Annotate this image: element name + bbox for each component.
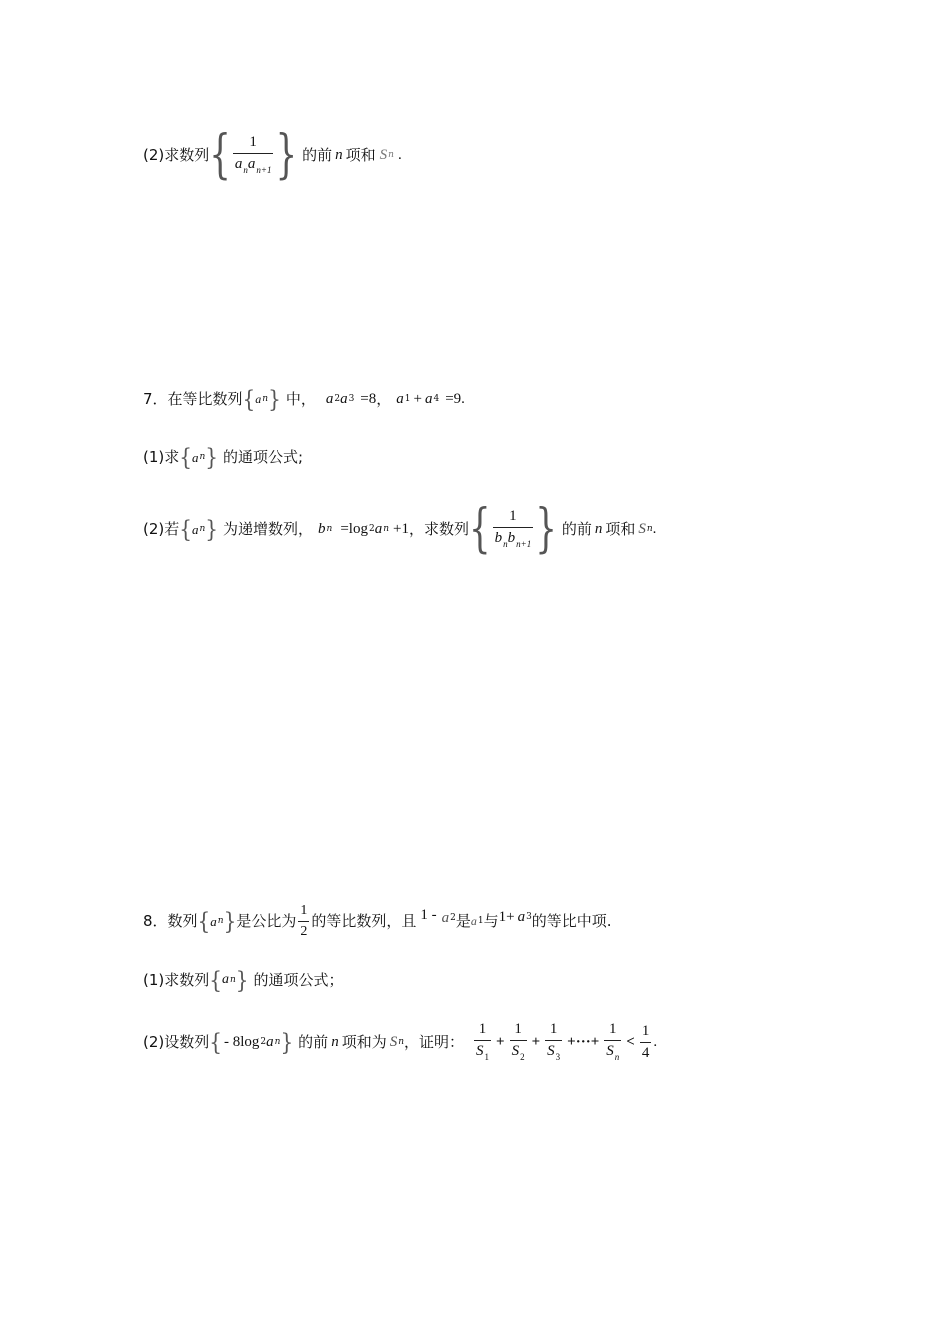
period: . — [397, 146, 402, 163]
seq-a: a — [191, 521, 199, 537]
seq-a: a — [255, 392, 262, 406]
eq2-b-sub: 4 — [433, 393, 440, 404]
fraction-numerator: 1 — [509, 508, 517, 524]
left-brace: { — [209, 1028, 222, 1056]
seq-sub: n — [199, 451, 206, 462]
expr-one-minus: 1 - — [420, 906, 437, 923]
expr1-a: a — [441, 909, 450, 926]
inner-a: a — [266, 1033, 274, 1050]
text-zhong: 中， — [285, 389, 316, 408]
eq1-rhs: =8 — [360, 390, 377, 407]
seq-sub: n — [229, 974, 236, 985]
term-den: $S_3$ — [545, 1040, 562, 1062]
left-brace: { — [209, 124, 231, 186]
term-num: 1 — [514, 1021, 522, 1037]
fraction-numerator: 1 — [249, 134, 257, 150]
text-find-seq: ，求数列 — [408, 519, 469, 538]
eq2-a-sub: 1 — [404, 393, 411, 404]
plus-sign: + — [413, 390, 422, 407]
expr-one-plus: 1+ — [498, 908, 515, 925]
problem-7-part-2 — [143, 498, 657, 560]
sum-term-3 — [545, 1022, 562, 1062]
text-prove: ，证明： — [404, 1032, 465, 1051]
b-sub: n — [326, 523, 333, 534]
term-num: 1 — [609, 1021, 617, 1037]
S-subscript: n — [646, 523, 653, 534]
text-yu: 与 — [483, 911, 499, 930]
eq2-rhs: =9. — [445, 390, 465, 407]
left-brace: { — [209, 966, 222, 994]
question-label: (2)求数列 — [143, 145, 210, 164]
period: . — [652, 520, 657, 537]
eq2-a: a — [396, 390, 404, 407]
eq2-b: a — [424, 390, 433, 407]
text-sum: 项和 — [345, 145, 376, 164]
term-num: 1 — [478, 1021, 487, 1037]
question-label: (2)设数列 — [143, 1032, 210, 1051]
a1: a — [470, 914, 477, 928]
plus-sign: + — [496, 1033, 505, 1050]
eq1-b: a — [340, 390, 348, 407]
right-brace: } — [223, 907, 237, 935]
right-brace: } — [275, 124, 298, 186]
inner-log-base: 2 — [260, 1036, 267, 1047]
rhs-fraction — [640, 1024, 652, 1061]
eq1-a: a — [325, 390, 334, 407]
question-label: (1)求数列 — [143, 970, 210, 989]
text-increasing: 为递增数列， — [223, 519, 314, 538]
problem-7-statement — [143, 385, 465, 413]
sum-term-last — [604, 1022, 621, 1062]
right-brace: } — [535, 498, 557, 560]
plus-sign: + — [531, 1033, 541, 1050]
seq-a: a — [191, 449, 199, 465]
left-brace: { — [179, 443, 192, 471]
expr2-a: a — [517, 908, 526, 925]
sum-term-1 — [474, 1022, 491, 1062]
log-arg: a — [374, 520, 383, 537]
problem-8-header: 8．数列 — [143, 911, 198, 930]
variable-n: n — [331, 1033, 339, 1050]
right-brace: } — [268, 385, 281, 413]
right-brace: } — [235, 966, 249, 994]
fraction-denominator: $a_na_{n+1}$ — [233, 153, 274, 175]
seq-a: a — [210, 913, 217, 929]
variable-n: n — [594, 520, 603, 537]
variable-S: S — [379, 146, 388, 163]
right-brace: } — [205, 515, 219, 543]
text-geometric-mean: 的等比中项. — [531, 911, 612, 930]
term-den: $S_n$ — [604, 1040, 621, 1062]
right-brace: } — [280, 1028, 294, 1056]
problem-6-part-2 — [143, 124, 402, 186]
seq-sub: n — [217, 915, 224, 926]
less-than: < — [626, 1033, 635, 1050]
ellipsis-plus: +···+ — [567, 1033, 600, 1050]
rhs-den: 4 — [640, 1042, 652, 1061]
left-brace: { — [242, 385, 256, 413]
eq1-b-sub: 3 — [348, 393, 355, 404]
right-brace: } — [205, 443, 219, 471]
seq-sub: n — [262, 393, 269, 404]
comma: ， — [376, 389, 392, 408]
question-label: (1)求 — [143, 447, 180, 466]
a1-sub: 1 — [477, 915, 484, 926]
eq1-a-sub: 2 — [334, 393, 341, 404]
var-b: b — [318, 520, 326, 537]
term-den: $S_2$ — [510, 1040, 527, 1062]
fraction-term — [493, 509, 534, 549]
left-brace: { — [179, 515, 192, 543]
text-sum-is: 项和为 — [341, 1032, 387, 1051]
text-qian: 的前 — [302, 145, 333, 164]
inner-a-sub: n — [274, 1036, 281, 1047]
ratio-den: 2 — [298, 921, 309, 939]
expr1-a-sub: 2 — [450, 912, 456, 923]
problem-7-header: 7．在等比数列 — [143, 389, 243, 408]
variable-S: S — [389, 1033, 398, 1050]
text-qian: 的前 — [298, 1032, 329, 1051]
seq-a: a — [221, 972, 229, 987]
left-brace: { — [197, 907, 211, 935]
problem-8-part-2 — [143, 1018, 657, 1066]
variable-S: S — [638, 520, 646, 537]
variable-n: n — [335, 146, 343, 163]
log-arg-sub: n — [383, 523, 389, 534]
plus-one: +1 — [393, 520, 409, 537]
fraction-denominator: $b_nb_{n+1}$ — [493, 527, 534, 549]
ratio-num: 1 — [300, 902, 308, 918]
sum-term-2 — [510, 1022, 527, 1062]
text-sum: 项和 — [605, 519, 636, 538]
text-geometric: 的等比数列，且 — [311, 911, 417, 930]
left-brace: { — [468, 498, 491, 560]
period: . — [653, 1033, 658, 1050]
term-num: 1 — [549, 1021, 558, 1037]
text-general-term: 的通项公式； — [253, 970, 344, 989]
S-subscript: n — [398, 1036, 404, 1047]
term-den: $S_1$ — [474, 1040, 491, 1062]
rhs-num: 1 — [641, 1022, 650, 1039]
S-subscript: n — [388, 149, 394, 160]
problem-8-statement — [143, 900, 612, 942]
expr2-a-sub: 3 — [526, 911, 532, 922]
text-qian: 的前 — [561, 519, 592, 538]
text-general-term: 的通项公式; — [223, 447, 304, 466]
text-ratio: 是公比为 — [236, 911, 297, 930]
text-shi: 是 — [455, 911, 471, 930]
question-label: (2)若 — [143, 519, 180, 538]
fraction-term — [233, 135, 274, 175]
inner-expr: - 8log — [223, 1033, 260, 1050]
eq-log: =log — [340, 520, 368, 537]
problem-7-part-1 — [143, 443, 303, 471]
seq-sub: n — [199, 523, 206, 534]
ratio-fraction — [298, 904, 309, 939]
problem-8-part-1 — [143, 964, 344, 996]
log-base: 2 — [368, 523, 375, 534]
